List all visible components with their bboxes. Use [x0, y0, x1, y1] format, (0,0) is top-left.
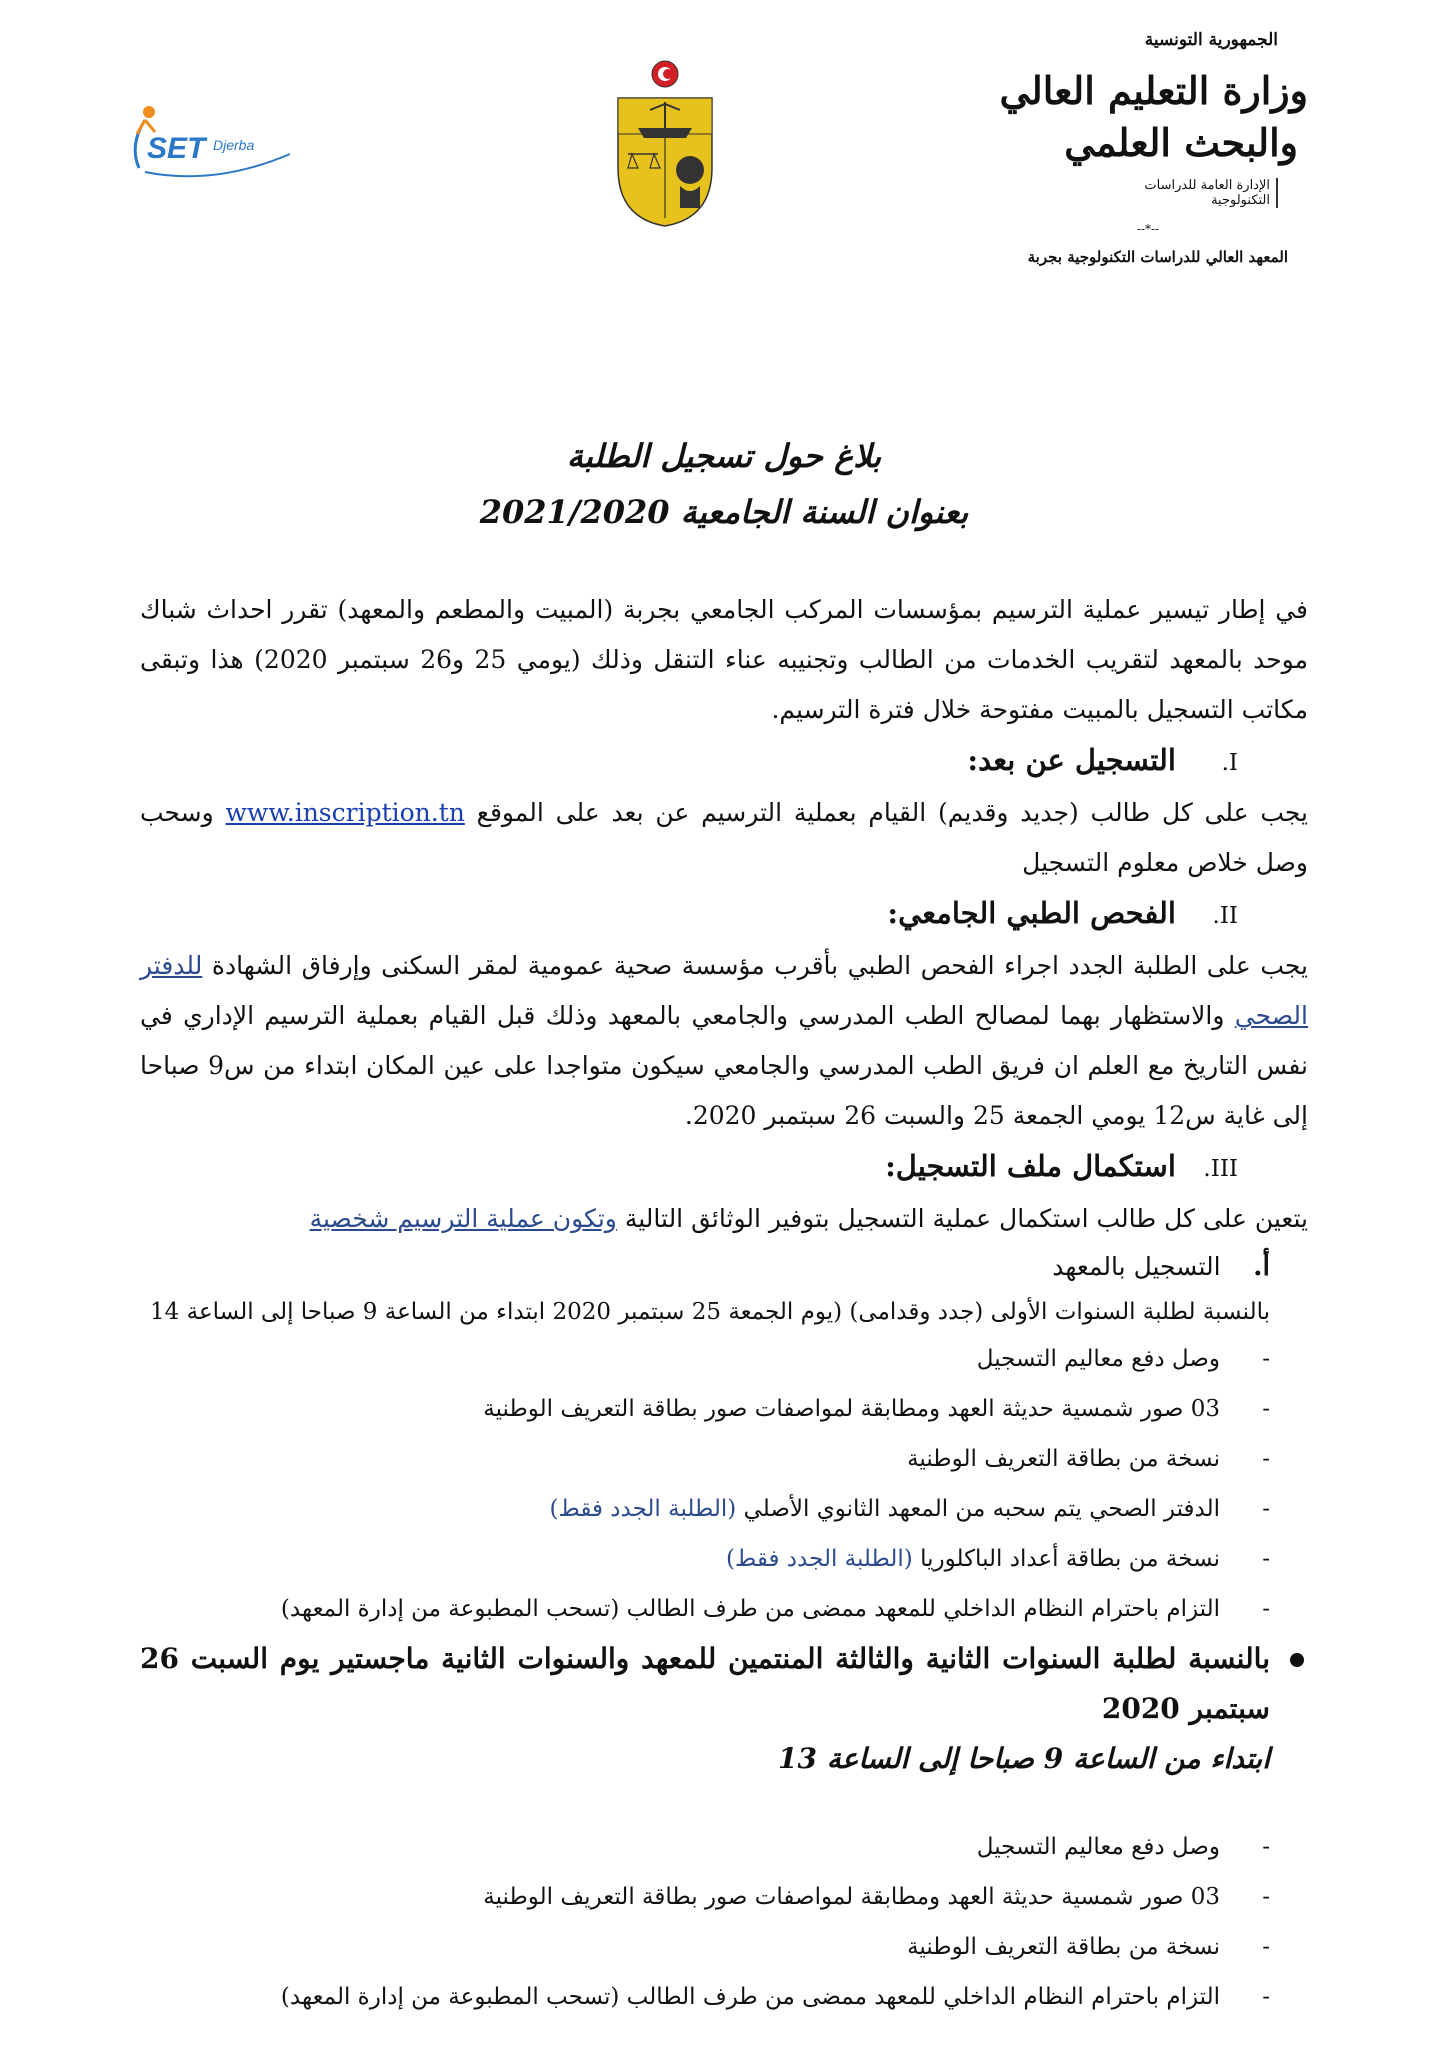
first-year-line: بالنسبة لطلبة السنوات الأولى (جدد وقدامى) (يوم الجمعة 25 سبتمبر 2020 ابتداء من الساعة 9 صباحا إلى الساعة 14: [150, 1299, 1270, 1325]
svg-text:Djerba: Djerba: [213, 137, 255, 153]
section3-title: استكمال ملف التسجيل:: [885, 1149, 1176, 1183]
intro-paragraph: في إطار تيسير عملية الترسيم بمؤسسات المركب الجامعي بجربة (المبيت والمطعم والمعهد) تقرر احداث شباك موحد بالمعهد لتقريب الخدمات من الطالب وتجنيبه عناء التنقل وذلك (يومي 25 و26 سبتمبر 2020) هذا وتبقى مكاتب التسجيل بالمبيت مفتوحة خلال فترة الترسيم.: [140, 595, 1308, 724]
directorate-label: الإدارة العامة للدراسات التكنولوجية: [1110, 178, 1278, 208]
section3-paragraph: [140, 1194, 1308, 1244]
health-booklet-link[interactable]: للدفتر الصحي: [140, 951, 1308, 1030]
title-line1: بلاغ حول تسجيل الطلبة: [566, 437, 882, 475]
list-item: - وصل دفع معاليم التسجيل: [140, 1334, 1220, 1384]
ministry-header: [988, 30, 1308, 266]
section2-number: II.: [1212, 903, 1238, 929]
tunisia-emblem: [610, 58, 720, 228]
upper-years-heading: [140, 1634, 1308, 1784]
section1-title: التسجيل عن بعد:: [967, 743, 1176, 777]
upper-years-line1: بالنسبة لطلبة السنوات الثانية والثالثة المنتمين للمعهد والسنوات الثانية ماجستير يوم السبت 26 سبتمبر 2020: [140, 1642, 1270, 1725]
section1-heading: [140, 735, 1308, 788]
documents-list-upper-years: [140, 1822, 1308, 2022]
announcement-body: [140, 585, 1308, 2022]
new-students-note: (الطلبة الجدد فقط): [726, 1546, 913, 1572]
section3-text-before: يتعين على كل طالب استكمال عملية التسجيل بتوفير الوثائق التالية: [624, 1204, 1308, 1233]
section1-text-before: يجب على كل طالب (جديد وقديم) القيام بعملية الترسيم عن بعد على الموقع: [476, 798, 1309, 827]
inscription-link[interactable]: www.inscription.tn: [225, 798, 465, 827]
header-separator: --*--: [1136, 222, 1160, 236]
section2-text-before: يجب على الطلبة الجدد اجراء الفحص الطبي بأقرب مؤسسة صحية عمومية لمقر السكنى وإرفاق الشهادة: [211, 951, 1309, 980]
subsection-a-title: التسجيل بالمعهد: [1052, 1252, 1221, 1281]
list-item: - التزام باحترام النظام الداخلي للمعهد ممضى من طرف الطالب (تسحب المطبوعة من إدارة المعهد): [140, 1972, 1220, 2022]
republic-label: الجمهورية التونسية: [1144, 30, 1278, 50]
list-item: - التزام باحترام النظام الداخلي للمعهد ممضى من طرف الطالب (تسحب المطبوعة من إدارة المعهد): [140, 1584, 1220, 1634]
section2-text-after: والاستظهار بهما لمصالح الطب المدرسي والجامعي بالمعهد وذلك قبل القيام بعملية الترسيم الإداري في نفس التاريخ مع العلم ان فريق الطب المدرسي والجامعي سيكون متواجدا على عين المكان ابتداء من س9 صباحا إلى غاية س12 يومي الجمعة 25 والسبت 26 سبتمبر 2020.: [140, 1001, 1308, 1130]
list-item: - 03 صور شمسية حديثة العهد ومطابقة لمواصفات صور بطاقة التعريف الوطنية: [140, 1384, 1220, 1434]
section1-number: I.: [1221, 750, 1238, 776]
title-line2: بعنوان السنة الجامعية 2021/2020: [479, 493, 969, 531]
list-item: - الدفتر الصحي يتم سحبه من المعهد الثانوي الأصلي (الطلبة الجدد فقط): [140, 1484, 1220, 1534]
new-students-note: (الطلبة الجدد فقط): [549, 1496, 737, 1522]
section2-paragraph: [140, 941, 1308, 1141]
section2-heading: [140, 888, 1308, 941]
section3-number: III.: [1203, 1156, 1238, 1182]
spacer: [140, 1784, 1308, 1822]
upper-years-line2: ابتداء من الساعة 9 صباحا إلى الساعة 13: [778, 1742, 1270, 1775]
list-item: - نسخة من بطاقة أعداد الباكلوريا (الطلبة الجدد فقط): [140, 1534, 1220, 1584]
iset-logo: [125, 90, 300, 190]
section1-paragraph: [140, 788, 1308, 888]
section3-heading: [140, 1141, 1308, 1194]
list-item: - وصل دفع معاليم التسجيل: [140, 1822, 1220, 1872]
subsection-a: [140, 1244, 1308, 1290]
list-item: - نسخة من بطاقة التعريف الوطنية: [140, 1922, 1220, 1972]
section2-title: الفحص الطبي الجامعي:: [887, 896, 1176, 930]
ministry-line1: وزارة التعليم العالي: [999, 68, 1308, 113]
list-item: - 03 صور شمسية حديثة العهد ومطابقة لمواصفات صور بطاقة التعريف الوطنية: [140, 1872, 1220, 1922]
documents-list-first-year: [140, 1334, 1308, 1634]
section1-text-after: وسحب وصل خلاص معلوم التسجيل: [140, 798, 1308, 877]
ministry-line2: والبحث العلمي: [1064, 120, 1298, 165]
svg-text:SET: SET: [147, 132, 206, 165]
personal-registration-note: وتكون عملية الترسيم شخصية: [309, 1204, 617, 1233]
subsection-a-number: أ.: [1253, 1251, 1270, 1282]
institute-label: المعهد العالي للدراسات التكنولوجية بجربة: [1027, 248, 1288, 266]
announcement-title: [0, 430, 1448, 538]
list-item: - نسخة من بطاقة التعريف الوطنية: [140, 1434, 1220, 1484]
